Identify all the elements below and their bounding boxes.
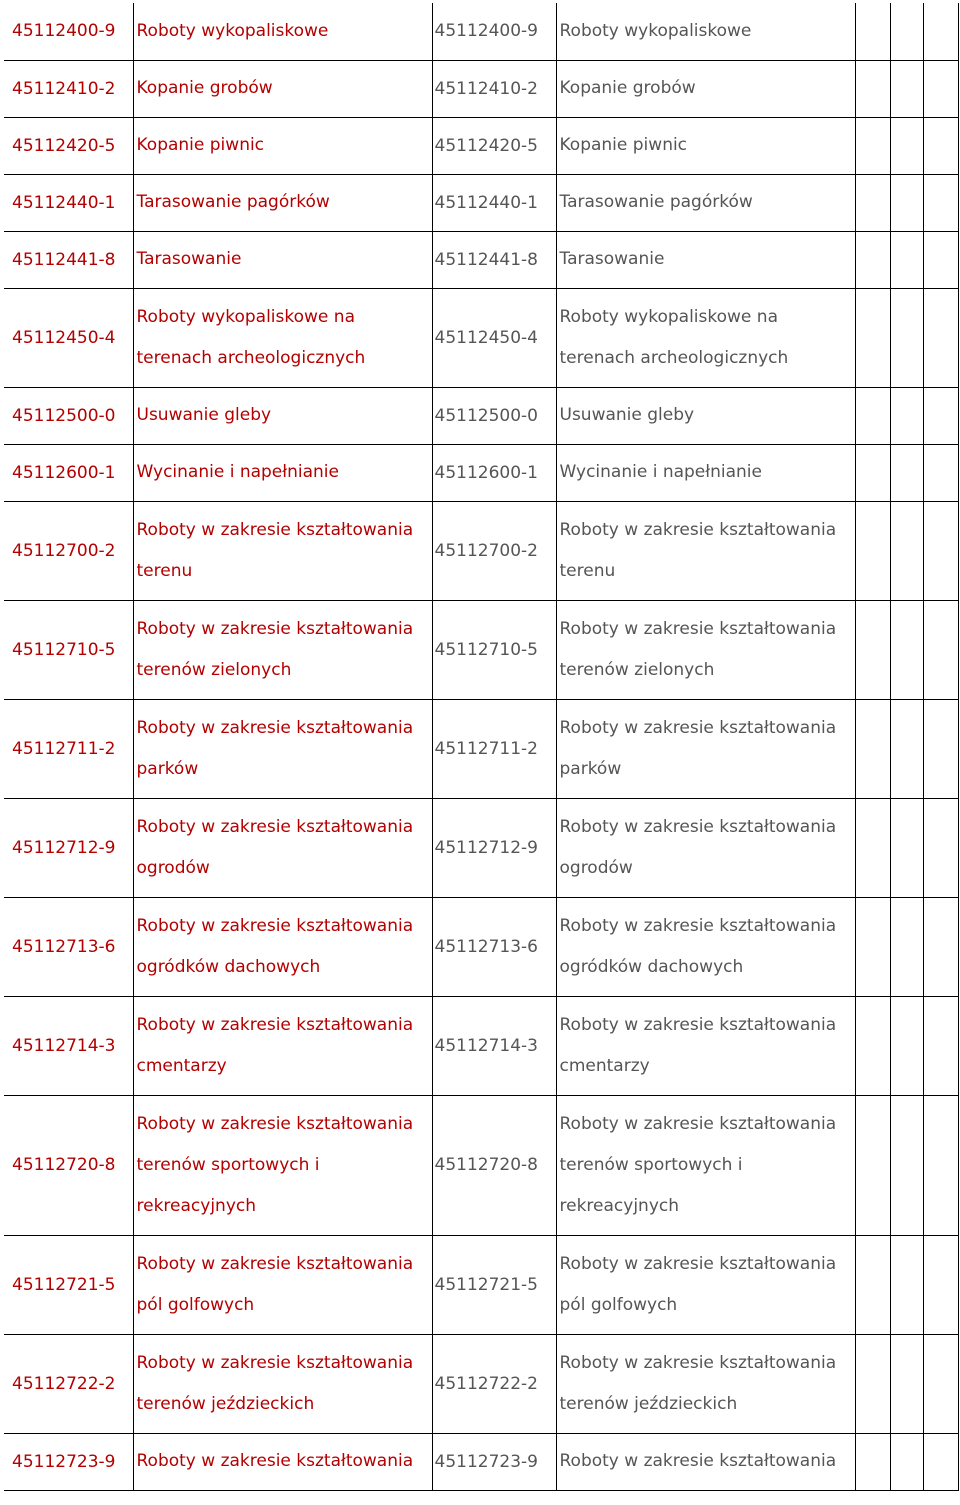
description-line: rekreacyjnych	[136, 1195, 256, 1216]
code-cell-right: 45112410-2	[432, 60, 556, 117]
empty-cell	[923, 501, 958, 600]
code-cell-right: 45112441-8	[432, 231, 556, 288]
empty-cell	[890, 174, 923, 231]
empty-cell	[923, 1235, 958, 1334]
empty-cell	[923, 444, 958, 501]
code-cell-right: 45112500-0	[432, 387, 556, 444]
description-line: terenów zielonych	[559, 659, 715, 680]
code-cell-left: 45112722-2	[4, 1334, 133, 1433]
code-cell-right: 45112723-9	[432, 1433, 556, 1490]
empty-cell	[890, 1235, 923, 1334]
code-cell-right: 45112600-1	[432, 444, 556, 501]
description-line: Roboty w zakresie kształtowania	[559, 618, 837, 639]
description-line: Roboty w zakresie kształtowania	[136, 1014, 414, 1035]
table-row	[4, 897, 958, 996]
description-line: Tarasowanie	[559, 249, 665, 269]
description-cell-left	[133, 1334, 432, 1433]
empty-cell	[855, 387, 890, 444]
description-line: Roboty w zakresie kształtowania	[559, 915, 837, 936]
description-cell-right	[556, 897, 855, 996]
empty-cell	[855, 3, 890, 60]
description-line: Roboty w zakresie kształtowania	[136, 618, 414, 639]
code-cell-right: 45112711-2	[432, 699, 556, 798]
empty-cell	[923, 699, 958, 798]
description-line: Roboty w zakresie kształtowania	[136, 717, 414, 738]
description-line: Roboty wykopaliskowe	[559, 20, 752, 41]
code-cell-right: 45112713-6	[432, 897, 556, 996]
empty-cell	[890, 501, 923, 600]
empty-cell	[923, 1334, 958, 1433]
description-line: Roboty wykopaliskowe	[136, 20, 329, 41]
empty-cell	[855, 1334, 890, 1433]
empty-cell	[890, 996, 923, 1095]
description-cell-left	[133, 117, 432, 174]
table-row	[4, 1235, 958, 1334]
description-line: cmentarzy	[136, 1055, 227, 1076]
empty-cell	[890, 798, 923, 897]
description-cell-right	[556, 387, 855, 444]
description-cell-right	[556, 699, 855, 798]
description-cell-left	[133, 996, 432, 1095]
empty-cell	[855, 288, 890, 387]
empty-cell	[855, 117, 890, 174]
empty-cell	[923, 1433, 958, 1490]
empty-cell	[855, 1433, 890, 1490]
description-line: Roboty wykopaliskowe na	[136, 306, 355, 327]
description-line: parków	[136, 758, 199, 779]
description-line: terenu	[559, 560, 616, 581]
empty-cell	[890, 444, 923, 501]
code-cell-right: 45112722-2	[432, 1334, 556, 1433]
empty-cell	[890, 1433, 923, 1490]
description-cell-left	[133, 1433, 432, 1490]
description-cell-left	[133, 1235, 432, 1334]
empty-cell	[855, 996, 890, 1095]
empty-cell	[923, 798, 958, 897]
table-row	[4, 60, 958, 117]
empty-cell	[855, 231, 890, 288]
description-line: Kopanie grobów	[559, 78, 696, 98]
description-line: Wycinanie i napełnianie	[136, 462, 339, 482]
description-line: Roboty w zakresie kształtowania	[559, 717, 837, 738]
empty-cell	[855, 444, 890, 501]
code-cell-left: 45112440-1	[4, 174, 133, 231]
description-cell-right	[556, 600, 855, 699]
description-cell-right	[556, 996, 855, 1095]
table-row	[4, 1095, 958, 1235]
description-cell-right	[556, 1334, 855, 1433]
description-line: Tarasowanie	[136, 249, 242, 269]
empty-cell	[890, 117, 923, 174]
empty-cell	[923, 174, 958, 231]
empty-cell	[890, 387, 923, 444]
empty-cell	[855, 1095, 890, 1235]
description-line: Kopanie piwnic	[136, 135, 265, 155]
description-line: terenów sportowych i	[559, 1154, 743, 1175]
description-cell-left	[133, 60, 432, 117]
code-cell-left: 45112450-4	[4, 288, 133, 387]
description-line: Roboty w zakresie kształtowania	[559, 1253, 837, 1274]
description-cell-right	[556, 288, 855, 387]
description-cell-right	[556, 60, 855, 117]
description-line: Usuwanie gleby	[559, 405, 695, 425]
code-cell-right: 45112720-8	[432, 1095, 556, 1235]
code-cell-right: 45112440-1	[432, 174, 556, 231]
description-cell-right	[556, 174, 855, 231]
description-cell-right	[556, 3, 855, 60]
code-cell-left: 45112700-2	[4, 501, 133, 600]
description-line: Roboty w zakresie kształtowania	[136, 1253, 414, 1274]
description-line: terenów jeździeckich	[136, 1393, 315, 1414]
description-cell-left	[133, 600, 432, 699]
table-row	[4, 1433, 958, 1490]
table-row	[4, 1334, 958, 1433]
empty-cell	[923, 600, 958, 699]
code-cell-right: 45112450-4	[432, 288, 556, 387]
description-cell-left	[133, 798, 432, 897]
description-line: rekreacyjnych	[559, 1195, 679, 1216]
description-line: cmentarzy	[559, 1055, 650, 1076]
description-line: Roboty w zakresie kształtowania	[136, 1113, 414, 1134]
description-line: terenów sportowych i	[136, 1154, 320, 1175]
description-line: Roboty w zakresie kształtowania	[559, 1113, 837, 1134]
table-row	[4, 699, 958, 798]
code-cell-left: 45112420-5	[4, 117, 133, 174]
description-cell-left	[133, 699, 432, 798]
description-line: Kopanie grobów	[136, 78, 273, 98]
code-cell-left: 45112713-6	[4, 897, 133, 996]
empty-cell	[855, 600, 890, 699]
table-row	[4, 288, 958, 387]
description-cell-left	[133, 387, 432, 444]
code-cell-right: 45112710-5	[432, 600, 556, 699]
description-line: Roboty w zakresie kształtowania	[559, 1014, 837, 1035]
empty-cell	[890, 897, 923, 996]
description-line: parków	[559, 758, 622, 779]
description-line: Roboty w zakresie kształtowania	[559, 519, 837, 540]
table-row	[4, 444, 958, 501]
code-cell-right: 45112712-9	[432, 798, 556, 897]
description-line: Roboty w zakresie kształtowania	[136, 519, 414, 540]
empty-cell	[890, 288, 923, 387]
table-row	[4, 996, 958, 1095]
code-cell-left: 45112721-5	[4, 1235, 133, 1334]
empty-cell	[923, 60, 958, 117]
description-line: Tarasowanie pagórków	[136, 192, 330, 212]
empty-cell	[923, 1095, 958, 1235]
table-row	[4, 501, 958, 600]
description-line: Roboty w zakresie kształtowania	[136, 1352, 414, 1373]
description-cell-left	[133, 231, 432, 288]
description-line: pól golfowych	[136, 1294, 255, 1315]
empty-cell	[923, 387, 958, 444]
empty-cell	[890, 3, 923, 60]
empty-cell	[855, 60, 890, 117]
code-cell-right: 45112721-5	[432, 1235, 556, 1334]
empty-cell	[923, 117, 958, 174]
code-cell-left: 45112410-2	[4, 60, 133, 117]
description-line: Roboty wykopaliskowe na	[559, 306, 778, 327]
table-row	[4, 3, 958, 60]
description-line: Wycinanie i napełnianie	[559, 462, 762, 482]
table-row	[4, 117, 958, 174]
empty-cell	[923, 288, 958, 387]
table-row	[4, 798, 958, 897]
description-line: Roboty w zakresie kształtowania	[559, 1451, 837, 1471]
description-line: Tarasowanie pagórków	[559, 192, 753, 212]
code-cell-left: 45112711-2	[4, 699, 133, 798]
empty-cell	[890, 600, 923, 699]
table-row	[4, 387, 958, 444]
code-cell-right: 45112400-9	[432, 3, 556, 60]
table-row	[4, 231, 958, 288]
description-cell-right	[556, 231, 855, 288]
empty-cell	[923, 3, 958, 60]
description-line: Usuwanie gleby	[136, 405, 272, 425]
empty-cell	[890, 231, 923, 288]
empty-cell	[890, 1095, 923, 1235]
description-cell-left	[133, 501, 432, 600]
description-cell-left	[133, 288, 432, 387]
description-line: Roboty w zakresie kształtowania	[136, 1451, 414, 1471]
description-line: terenach archeologicznych	[559, 347, 789, 368]
description-line: terenów zielonych	[136, 659, 292, 680]
code-cell-left: 45112714-3	[4, 996, 133, 1095]
empty-cell	[855, 897, 890, 996]
empty-cell	[855, 174, 890, 231]
description-line: Roboty w zakresie kształtowania	[136, 816, 414, 837]
description-line: Kopanie piwnic	[559, 135, 688, 155]
description-cell-right	[556, 1433, 855, 1490]
description-line: Roboty w zakresie kształtowania	[559, 816, 837, 837]
description-cell-right	[556, 798, 855, 897]
empty-cell	[890, 60, 923, 117]
description-line: Roboty w zakresie kształtowania	[559, 1352, 837, 1373]
empty-cell	[923, 231, 958, 288]
description-cell-right	[556, 444, 855, 501]
table-row	[4, 174, 958, 231]
description-line: terenu	[136, 560, 193, 581]
description-cell-right	[556, 501, 855, 600]
description-line: terenów jeździeckich	[559, 1393, 738, 1414]
description-line: ogródków dachowych	[559, 956, 744, 977]
empty-cell	[923, 996, 958, 1095]
empty-cell	[855, 798, 890, 897]
empty-cell	[890, 1334, 923, 1433]
empty-cell	[890, 699, 923, 798]
code-cell-left: 45112720-8	[4, 1095, 133, 1235]
description-line: Roboty w zakresie kształtowania	[136, 915, 414, 936]
code-cell-left: 45112441-8	[4, 231, 133, 288]
code-cell-right: 45112420-5	[432, 117, 556, 174]
description-cell-left	[133, 1095, 432, 1235]
description-cell-left	[133, 897, 432, 996]
code-cell-left: 45112723-9	[4, 1433, 133, 1490]
code-cell-left: 45112710-5	[4, 600, 133, 699]
empty-cell	[855, 501, 890, 600]
description-line: pól golfowych	[559, 1294, 678, 1315]
description-cell-left	[133, 174, 432, 231]
description-line: ogrodów	[136, 857, 210, 878]
code-cell-right: 45112700-2	[432, 501, 556, 600]
table-row	[4, 600, 958, 699]
description-cell-left	[133, 444, 432, 501]
empty-cell	[855, 1235, 890, 1334]
description-cell-left	[133, 3, 432, 60]
code-cell-left: 45112600-1	[4, 444, 133, 501]
description-line: ogrodów	[559, 857, 633, 878]
description-cell-right	[556, 1235, 855, 1334]
code-cell-left: 45112500-0	[4, 387, 133, 444]
description-line: terenach archeologicznych	[136, 347, 366, 368]
cpv-code-table	[4, 3, 959, 1491]
code-cell-left: 45112400-9	[4, 3, 133, 60]
description-cell-right	[556, 117, 855, 174]
empty-cell	[923, 897, 958, 996]
description-line: ogródków dachowych	[136, 956, 321, 977]
description-cell-right	[556, 1095, 855, 1235]
empty-cell	[855, 699, 890, 798]
code-cell-right: 45112714-3	[432, 996, 556, 1095]
code-cell-left: 45112712-9	[4, 798, 133, 897]
